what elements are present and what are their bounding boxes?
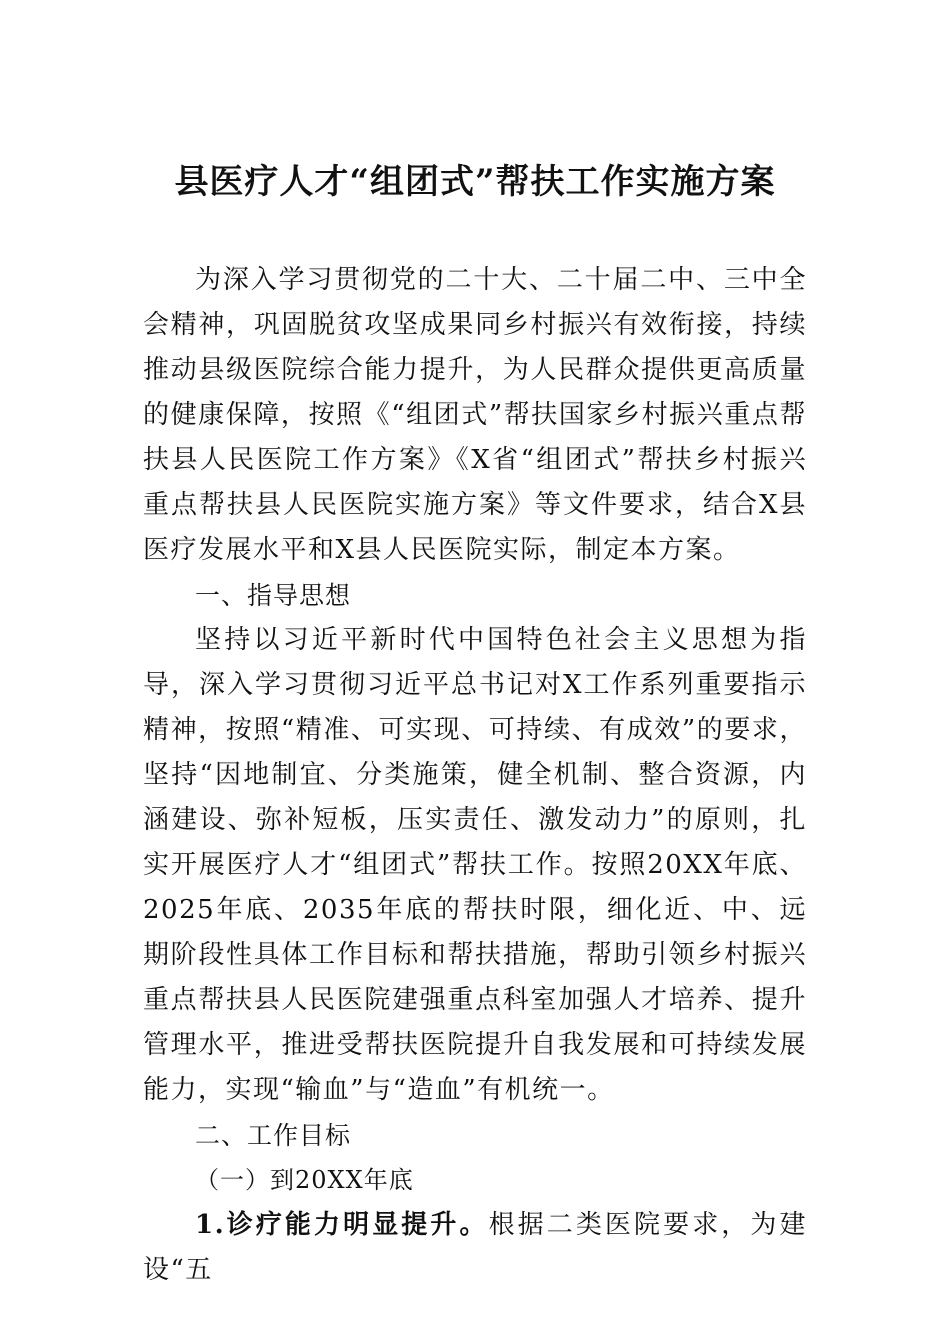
goal-item-1 — [143, 1203, 807, 1293]
subheading-by-20xx: （一）到20XX年底 — [195, 1166, 414, 1194]
document-title: 县医疗人才“组团式”帮扶工作实施方案 — [174, 162, 776, 202]
guiding-ideology-paragraph: 坚持以习近平新时代中国特色社会主义思想为指导，深入学习贯彻习近平总书记对X工作系列重要指示精神，按照“精准、可实现、可持续、有成效”的要求，坚持“因地制宜、分类施策，健全机制、整合资源，内涵建设、弥补短板，压实责任、激发动力”的原则，扎实开展医疗人才“组团式”帮扶工作。按照20XX年底、2025年底、2035年底的帮扶时限，细化近、中、远期阶段性具体工作目标和帮扶措施，帮助引领乡村振兴重点帮扶县人民医院建强重点科室加强人才培养、提升管理水平，推进受帮扶医院提升自我发展和可持续发展能力，实现“输血”与“造血”有机统一。 — [143, 625, 807, 1105]
section-heading-work-goals: 二、工作目标 — [195, 1121, 352, 1150]
intro-paragraph: 为深入学习贯彻党的二十大、二十届二中、三中全会精神，巩固脱贫攻坚成果同乡村振兴有效衔接，持续推动县级医院综合能力提升，为人民群众提供更高质量的健康保障，按照《“组团式”帮扶国家乡村振兴重点帮扶县人民医院工作方案》《X省“组团式”帮扶乡村振兴重点帮扶县人民医院实施方案》等文件要求，结合X县医疗发展水平和X县人民医院实际，制定本方案。 — [143, 265, 807, 565]
goal-item-1-text: 根据二类医院要求，为建设“五 — [143, 1210, 807, 1285]
goal-item-1-lead: 1.诊疗能力明显提升。 — [195, 1210, 489, 1240]
section-heading-guiding-ideology: 一、指导思想 — [195, 581, 352, 610]
document-body — [143, 258, 807, 1293]
